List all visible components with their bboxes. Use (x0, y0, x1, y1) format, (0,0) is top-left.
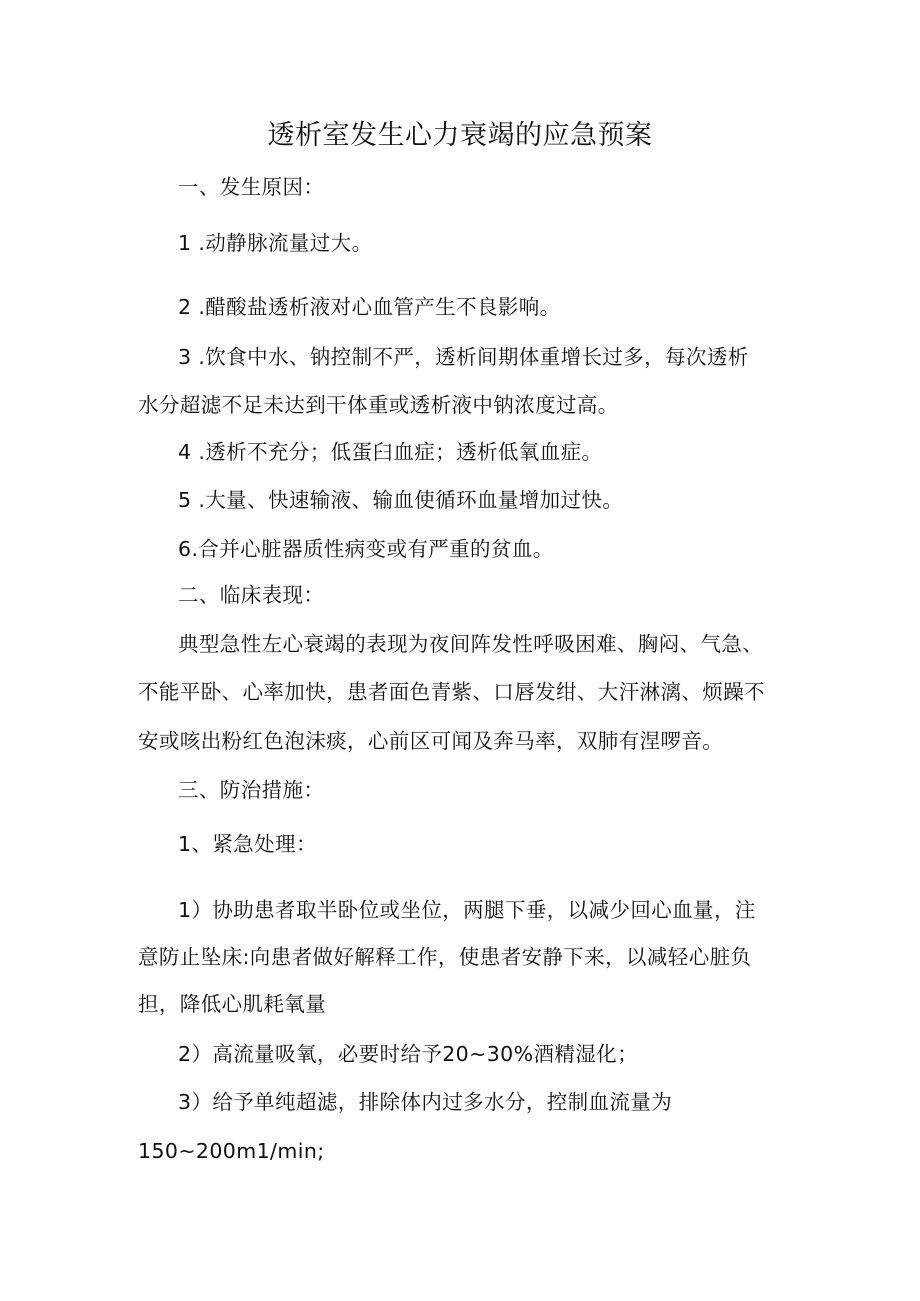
clinical-paragraph-line-2: 不能平卧、心率加快，患者面色青紫、口唇发绀、大汗淋漓、烦躁不 (138, 680, 765, 704)
cause-item-3-line-1: 3 .饮食中水、钠控制不严，透析间期体重增长过多，每次透析 (178, 345, 749, 369)
subsection-heading-emergency: 1、紧急处理： (178, 832, 317, 856)
cause-item-5: 5 .大量、快速输液、输血使循环血量增加过快。 (178, 488, 624, 512)
cause-item-3-line-2: 水分超滤不足未达到干体重或透析液中钠浓度过高。 (138, 393, 619, 417)
measure-item-1-line-3: 担，降低心肌耗氧量 (138, 992, 327, 1016)
section-heading-clinical: 二、临床表现： (178, 583, 325, 607)
section-heading-measures: 三、防治措施： (178, 778, 325, 802)
clinical-paragraph-line-1: 典型急性左心衰竭的表现为夜间阵发性呼吸困难、胸闷、气急、 (178, 632, 764, 656)
cause-item-6: 6.合并心脏器质性病变或有严重的贫血。 (178, 537, 554, 561)
measure-item-3-line-1: 3）给予单纯超滤，排除体内过多水分，控制血流量为 (178, 1090, 673, 1114)
cause-item-1: 1 .动静脉流量过大。 (178, 231, 373, 255)
cause-item-2: 2 .醋酸盐透析液对心血管产生不良影响。 (178, 295, 561, 319)
measure-item-3-line-2: 150~200m1∕min; (138, 1139, 325, 1163)
clinical-paragraph-line-3: 安或咳出粉红色泡沫痰，心前区可闻及奔马率，双肺有涅啰音。 (138, 729, 724, 753)
measure-item-1-line-2: 意防止坠床:向患者做好解释工作，使患者安静下来，以减轻心脏负 (138, 945, 752, 969)
measure-item-2: 2）高流量吸氧，必要时给予20~30%酒精湿化； (178, 1042, 638, 1066)
measure-item-1-line-1: 1）协助患者取半卧位或坐位，两腿下垂，以减少回心血量，注 (178, 898, 756, 922)
document-title: 透析室发生心力衰竭的应急预案 (267, 120, 653, 151)
cause-item-4: 4 .透析不充分；低蛋臼血症；透析低氧血症。 (178, 440, 603, 464)
section-heading-causes: 一、发生原因： (178, 175, 325, 199)
